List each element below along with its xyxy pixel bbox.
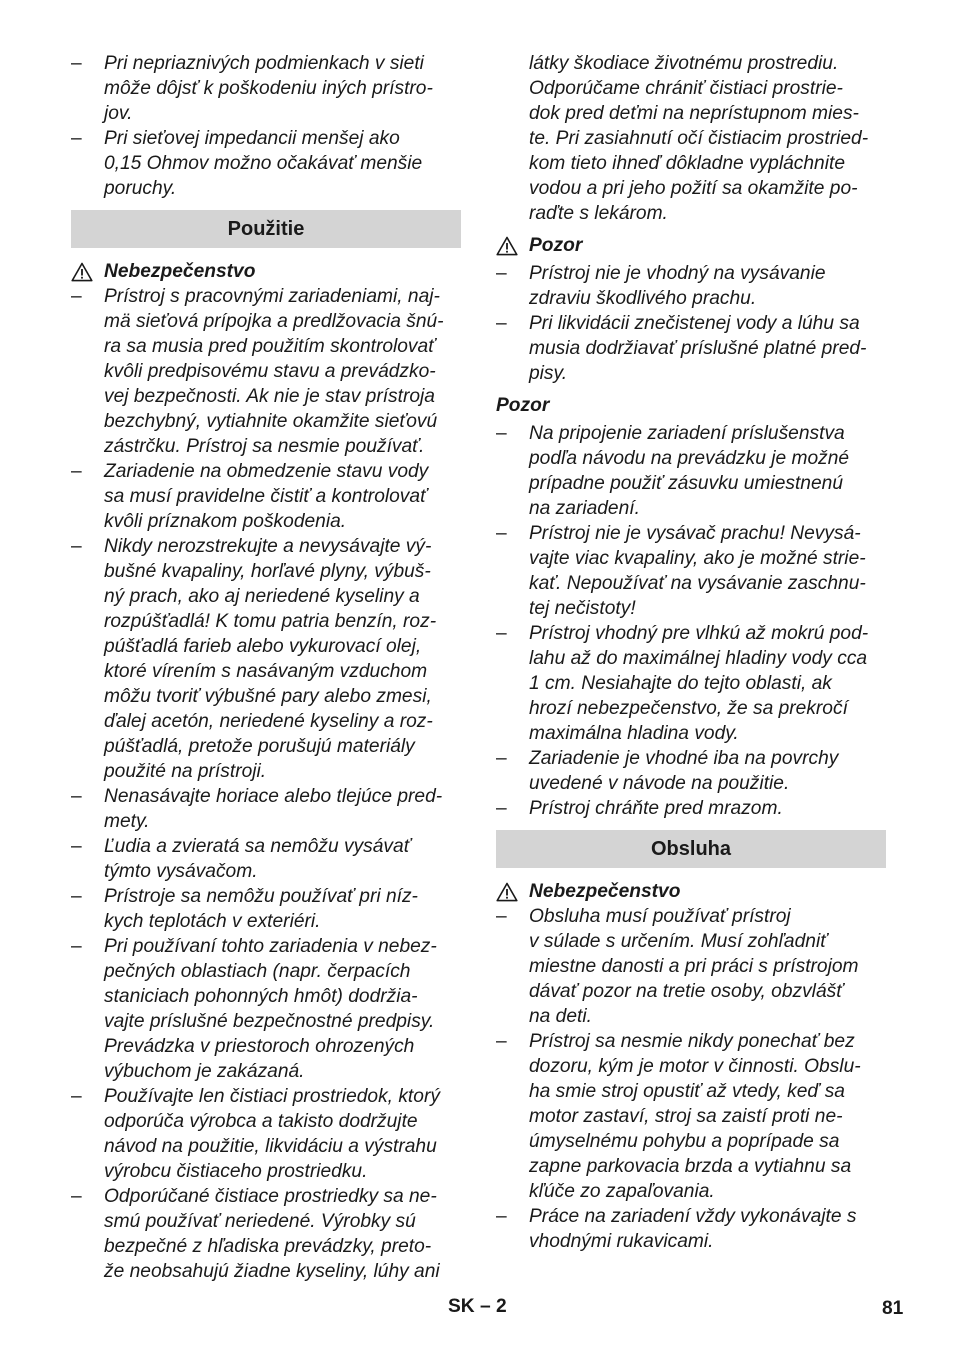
- dash-bullet: –: [496, 313, 507, 334]
- list-item-text: Zariadenie je vhodné iba na povrchy uvedené v návode na použitie.: [529, 748, 839, 794]
- list-item-text: Ľudia a zvieratá sa nemôžu vysávať týmto vysávačom.: [104, 836, 411, 882]
- list-item: [496, 261, 886, 311]
- dash-bullet: –: [496, 263, 507, 284]
- list-item-text: Nenasávajte horiace alebo tlejúce pred- mety.: [104, 786, 443, 832]
- dash-bullet: –: [496, 523, 507, 544]
- caution-label-plain: Pozor: [496, 395, 550, 416]
- dash-bullet: –: [71, 128, 82, 149]
- list-item: [71, 1184, 461, 1284]
- list-item-text: Obsluha musí používať prístroj v súlade s určením. Musí zohľadniť miestne danosti a pri práci s prístrojom dávať pozor na tretie osoby, obzvlášť na deti.: [529, 906, 859, 1027]
- list-item-text: Prístroj s pracovnými zariadeniami, naj- mä sieťová prípojka a predlžovacia šnú- ra sa musia pred použitím skontrolovať kvôli predpisovému stavu a prevádzko- vej bezpečnosti. Ak nie je stav prístroja bezchybný, vytiahnite okamžite sieťovú zástrčku. Prístroj sa nesmie používať.: [104, 286, 444, 457]
- list-item-text: Prístroje sa nemôžu používať pri níz- kych teplotách v exteriéri.: [104, 886, 418, 932]
- danger-label: Nebezpečenstvo: [104, 261, 256, 282]
- list-item-text: Pri sieťovej impedancii menšej ako 0,15 Ohmov možno očakávať menšie poruchy.: [104, 128, 423, 199]
- warning-triangle-icon: [71, 262, 93, 282]
- list-item: [496, 746, 886, 796]
- list-item: [71, 834, 461, 884]
- continued-paragraph: látky škodiace životnému prostrediu. Odporúčame chrániť čistiaci prostrie- dok pred deťmi na neprístupnom mies- te. Pri zasiahnutí očí čistiacim prostried- kom tieto ihneď dôkladne vypláchnite vodou a pri jeho požití sa okamžite po- raďte s lekárom.: [529, 53, 869, 224]
- list-item: [71, 884, 461, 934]
- dash-bullet: –: [496, 1031, 507, 1052]
- dash-bullet: –: [71, 461, 82, 482]
- list-item: [496, 521, 886, 621]
- caution-label: Pozor: [529, 235, 583, 256]
- danger-notice: [71, 259, 461, 284]
- dash-bullet: –: [71, 53, 82, 74]
- list-item-text: Práce na zariadení vždy vykonávajte s vhodnými rukavicami.: [529, 1206, 857, 1252]
- list-item: [71, 934, 461, 1084]
- list-item-text: Zariadenie na obmedzenie stavu vody sa musí pravidelne čistiť a kontrolovať kvôli príznakom poškodenia.: [104, 461, 429, 532]
- dash-bullet: –: [71, 936, 82, 957]
- dash-bullet: –: [71, 536, 82, 557]
- dash-bullet: –: [71, 886, 82, 907]
- list-item-text: Na pripojenie zariadení príslušenstva podľa návodu na prevádzku je možné prípadne použiť zásuvku umiestnenú na zariadení.: [529, 423, 850, 519]
- list-item: [71, 459, 461, 534]
- list-item-text: Prístroj nie je vysávač prachu! Nevysá- vajte viac kvapaliny, ako je možné strie- kať. Nepoužívať na vysávanie zaschnu- tej nečistoty!: [529, 523, 866, 619]
- dash-bullet: –: [71, 786, 82, 807]
- list-item: [71, 51, 461, 126]
- caution-notice: [496, 233, 886, 258]
- left-column: [71, 51, 461, 1284]
- list-item-text: Odporúčané čistiace prostriedky sa ne- smú používať neriedené. Výrobky sú bezpečné z hľadiska prevádzky, preto- že neobsahujú žiadne kyseliny, lúhy ani: [104, 1186, 440, 1282]
- dash-bullet: –: [71, 1086, 82, 1107]
- right-column: [496, 51, 886, 1254]
- list-item-text: Nikdy nerozstrekujte a nevysávajte vý- bušné kvapaliny, horľavé plyny, výbuš- ný prach, ako aj neriedené kyseliny a rozpúšťadlá! K tomu patria benzín, roz- púšťadlá farieb alebo vykurovací olej, ktoré vírením s nasávaným vzduchom môžu tvoriť výbušné pary alebo zmesi, ďalej acetón, neriedené kyseliny a roz- púšťadlá, pretože porušujú materiály použité na prístroji.: [104, 536, 437, 782]
- list-item-text: Prístroj vhodný pre vlhkú až mokrú pod- lahu až do maximálnej hladiny vody cca 1 cm. Nesiahajte do tejto oblasti, ak hrozí nebezpečenstvo, že sa prekročí maximálna hladina vody.: [529, 623, 869, 744]
- dash-bullet: –: [496, 1206, 507, 1227]
- dash-bullet: –: [496, 798, 507, 819]
- list-item: [71, 126, 461, 201]
- list-item-text: Používajte len čistiaci prostriedok, ktorý odporúča výrobca a takisto dodržujte návod na použitie, likvidáciu a výstrahu výrobcu čistiaceho prostriedku.: [104, 1086, 440, 1182]
- list-item: [496, 421, 886, 521]
- list-item: [496, 311, 886, 386]
- warning-triangle-icon: [496, 882, 518, 902]
- list-item-text: Prístroj chráňte pred mrazom.: [529, 798, 783, 819]
- section-heading-obsluha: Obsluha: [496, 830, 886, 868]
- dash-bullet: –: [71, 286, 82, 307]
- dash-bullet: –: [496, 906, 507, 927]
- dash-bullet: –: [496, 423, 507, 444]
- footer-language-page: SK – 2: [448, 1296, 507, 1317]
- list-item-text: Prístroj nie je vhodný na vysávanie zdraviu škodlivého prachu.: [529, 263, 826, 309]
- list-item-text: Pri nepriaznivých podmienkach v sieti môže dôjsť k poškodeniu iných prístro- jov.: [104, 53, 433, 124]
- dash-bullet: –: [496, 748, 507, 769]
- dash-bullet: –: [496, 623, 507, 644]
- dash-bullet: –: [71, 836, 82, 857]
- list-item-text: Pri likvidácii znečistenej vody a lúhu sa musia dodržiavať príslušné platné pred- pisy.: [529, 313, 867, 384]
- list-item-text: Prístroj sa nesmie nikdy ponechať bez dozoru, kým je motor v činnosti. Obslu- ha smie stroj opustiť až vtedy, keď sa motor zastaví, stroj sa zaistí proti ne- úmyselnému pohybu a poprípade sa zapne parkovacia brzda a vytiahnu sa kľúče zo zapaľovania.: [529, 1031, 861, 1202]
- list-item: [71, 784, 461, 834]
- danger-label: Nebezpečenstvo: [529, 881, 681, 902]
- danger-notice: [496, 879, 886, 904]
- dash-bullet: –: [71, 1186, 82, 1207]
- section-heading-pouzitie: Použitie: [71, 210, 461, 248]
- list-item: [496, 1029, 886, 1204]
- list-item: [71, 1084, 461, 1184]
- page-number: 81: [882, 1298, 904, 1319]
- list-item-text: Pri používaní tohto zariadenia v nebez- pečných oblastiach (napr. čerpacích staniciach pohonných hmôt) dodržia- vajte príslušné bezpečnostné predpisy. Prevádzka v priestoroch ohrozených výbuchom je zakázaná.: [104, 936, 437, 1082]
- list-item: [496, 904, 886, 1029]
- list-item: [71, 534, 461, 784]
- list-item: [496, 1204, 886, 1254]
- list-item: [496, 621, 886, 746]
- list-item: [71, 284, 461, 459]
- list-item: [496, 796, 886, 821]
- warning-triangle-icon: [496, 236, 518, 256]
